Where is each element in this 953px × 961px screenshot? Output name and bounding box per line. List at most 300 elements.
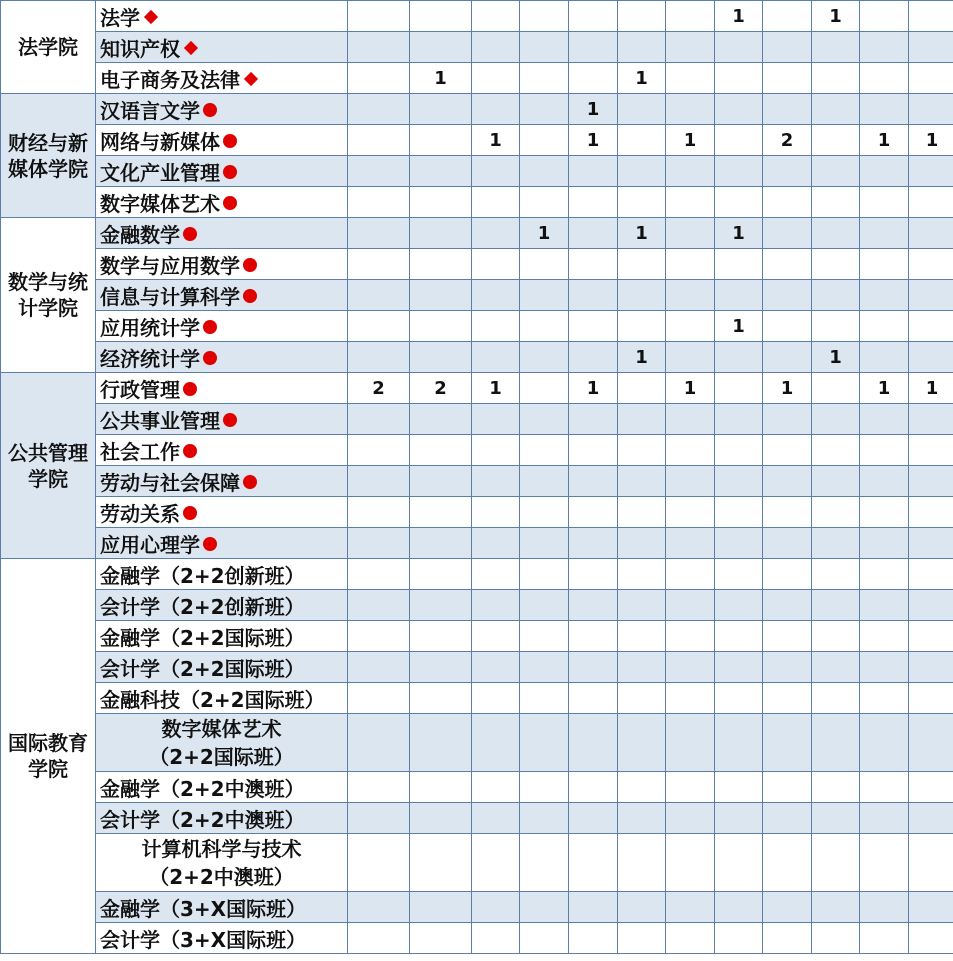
count-cell	[763, 528, 812, 559]
count-cell	[520, 404, 569, 435]
count-cell	[715, 683, 763, 714]
count-cell	[520, 621, 569, 652]
count-cell	[520, 435, 569, 466]
count-cell	[520, 32, 569, 63]
count-cell	[618, 803, 666, 834]
count-cell: 1	[909, 125, 953, 156]
count-cell	[410, 1, 472, 32]
count-cell	[520, 683, 569, 714]
count-cell	[715, 280, 763, 311]
red-dot-icon	[243, 289, 257, 303]
count-cell	[472, 342, 520, 373]
count-cell	[472, 187, 520, 218]
table-row	[1, 156, 953, 187]
table-row	[1, 497, 953, 528]
count-cell	[410, 714, 472, 772]
count-cell	[666, 683, 715, 714]
count-cell	[410, 559, 472, 590]
count-cell	[569, 32, 618, 63]
count-cell	[715, 404, 763, 435]
major-cell	[96, 772, 348, 803]
count-cell	[618, 32, 666, 63]
count-cell	[520, 63, 569, 94]
table-row	[1, 404, 953, 435]
count-cell	[618, 892, 666, 923]
count-cell	[348, 311, 410, 342]
count-cell	[715, 714, 763, 772]
count-cell	[569, 435, 618, 466]
count-cell	[410, 834, 472, 892]
college-name: 法学院	[1, 1, 96, 94]
major-cell	[96, 373, 348, 404]
table-row	[1, 311, 953, 342]
count-cell	[860, 311, 909, 342]
count-cell	[472, 435, 520, 466]
count-cell	[569, 404, 618, 435]
table-row	[1, 63, 953, 94]
count-cell: 1	[666, 125, 715, 156]
count-cell	[569, 528, 618, 559]
major-cell	[96, 435, 348, 466]
count-cell	[410, 125, 472, 156]
count-cell	[666, 187, 715, 218]
count-cell	[812, 772, 860, 803]
count-cell	[909, 892, 953, 923]
major-cell	[96, 621, 348, 652]
table-row	[1, 187, 953, 218]
count-cell	[763, 32, 812, 63]
count-cell	[909, 834, 953, 892]
count-cell	[763, 342, 812, 373]
count-cell	[348, 63, 410, 94]
count-cell	[348, 1, 410, 32]
major-cell	[96, 466, 348, 497]
count-cell	[812, 559, 860, 590]
count-cell	[410, 342, 472, 373]
major-cell	[96, 342, 348, 373]
major-label: 信息与计算科学	[100, 284, 240, 309]
count-cell	[812, 404, 860, 435]
count-cell	[909, 32, 953, 63]
count-cell	[410, 32, 472, 63]
count-cell	[410, 590, 472, 621]
major-label: 社会工作	[100, 439, 180, 464]
count-cell	[472, 559, 520, 590]
count-cell	[860, 528, 909, 559]
count-cell	[715, 466, 763, 497]
count-cell	[618, 590, 666, 621]
count-cell	[569, 342, 618, 373]
count-cell	[348, 892, 410, 923]
count-cell	[666, 404, 715, 435]
major-label: 应用统计学	[100, 315, 200, 340]
count-cell	[666, 923, 715, 954]
count-cell	[618, 714, 666, 772]
count-cell	[569, 187, 618, 218]
count-cell	[763, 834, 812, 892]
count-cell	[410, 280, 472, 311]
count-cell	[666, 466, 715, 497]
count-cell	[909, 714, 953, 772]
count-cell	[410, 466, 472, 497]
count-cell	[909, 249, 953, 280]
table-row	[1, 466, 953, 497]
count-cell	[569, 714, 618, 772]
count-cell	[763, 714, 812, 772]
major-cell	[96, 404, 348, 435]
count-cell	[666, 621, 715, 652]
count-cell	[618, 187, 666, 218]
count-cell	[666, 834, 715, 892]
count-cell	[348, 187, 410, 218]
count-cell	[618, 772, 666, 803]
count-cell	[569, 683, 618, 714]
count-cell: 1	[569, 94, 618, 125]
count-cell	[520, 714, 569, 772]
count-cell	[618, 466, 666, 497]
count-cell	[348, 218, 410, 249]
count-cell	[860, 590, 909, 621]
count-cell	[860, 714, 909, 772]
count-cell	[569, 652, 618, 683]
major-label: 公共事业管理	[100, 408, 220, 433]
major-label: 行政管理	[100, 377, 180, 402]
table-row	[1, 125, 953, 156]
major-cell	[96, 94, 348, 125]
count-cell	[520, 528, 569, 559]
count-cell	[410, 249, 472, 280]
count-cell	[520, 249, 569, 280]
count-cell	[618, 435, 666, 466]
count-cell	[860, 218, 909, 249]
count-cell	[860, 280, 909, 311]
table-row	[1, 32, 953, 63]
count-cell	[909, 342, 953, 373]
count-cell	[763, 249, 812, 280]
count-cell	[348, 652, 410, 683]
count-cell	[715, 652, 763, 683]
count-cell: 1	[618, 63, 666, 94]
major-cell	[96, 683, 348, 714]
count-cell	[472, 63, 520, 94]
count-cell	[569, 803, 618, 834]
count-cell	[909, 683, 953, 714]
count-cell	[472, 156, 520, 187]
count-cell	[520, 834, 569, 892]
count-cell	[812, 466, 860, 497]
count-cell	[715, 559, 763, 590]
count-cell	[618, 249, 666, 280]
count-cell	[763, 218, 812, 249]
count-cell	[410, 772, 472, 803]
count-cell	[909, 311, 953, 342]
count-cell	[715, 892, 763, 923]
count-cell: 1	[860, 125, 909, 156]
count-cell	[569, 63, 618, 94]
major-label: 金融学（2+2国际班）	[100, 625, 305, 650]
count-cell	[618, 1, 666, 32]
table-row	[1, 803, 953, 834]
count-cell	[618, 156, 666, 187]
count-cell	[410, 683, 472, 714]
count-cell	[715, 187, 763, 218]
count-cell: 1	[618, 218, 666, 249]
count-cell	[348, 249, 410, 280]
count-cell	[472, 280, 520, 311]
count-cell	[348, 404, 410, 435]
count-cell	[618, 280, 666, 311]
count-cell: 1	[763, 373, 812, 404]
major-label: 会计学（2+2中澳班）	[100, 807, 305, 832]
count-cell	[812, 187, 860, 218]
major-label: 金融学（2+2创新班）	[100, 563, 305, 588]
count-cell	[666, 156, 715, 187]
count-cell	[812, 923, 860, 954]
count-cell	[410, 94, 472, 125]
count-cell	[666, 714, 715, 772]
major-cell	[96, 559, 348, 590]
count-cell	[520, 156, 569, 187]
count-cell	[909, 803, 953, 834]
count-cell	[909, 621, 953, 652]
red-dot-icon	[203, 351, 217, 365]
count-cell	[472, 923, 520, 954]
count-cell	[472, 311, 520, 342]
college-name: 数学与统计学院	[1, 218, 96, 373]
count-cell	[410, 187, 472, 218]
count-cell	[666, 32, 715, 63]
count-cell	[472, 621, 520, 652]
table-row	[1, 559, 953, 590]
count-cell	[520, 652, 569, 683]
table-row	[1, 435, 953, 466]
count-cell	[763, 652, 812, 683]
count-cell	[520, 466, 569, 497]
count-cell	[763, 772, 812, 803]
count-cell	[472, 528, 520, 559]
count-cell	[569, 466, 618, 497]
count-cell	[666, 280, 715, 311]
count-cell	[472, 497, 520, 528]
count-cell	[348, 528, 410, 559]
count-cell	[812, 94, 860, 125]
count-cell	[472, 892, 520, 923]
count-cell	[348, 497, 410, 528]
count-cell	[569, 156, 618, 187]
major-cell	[96, 187, 348, 218]
red-dot-icon	[183, 444, 197, 458]
major-label: 汉语言文学	[100, 98, 200, 123]
major-cell	[96, 249, 348, 280]
red-dot-icon	[243, 475, 257, 489]
college-name: 国际教育学院	[1, 559, 96, 954]
count-cell	[410, 652, 472, 683]
major-cell	[96, 923, 348, 954]
count-cell	[715, 249, 763, 280]
count-cell	[763, 63, 812, 94]
count-cell: 1	[812, 342, 860, 373]
count-cell	[715, 435, 763, 466]
count-cell	[666, 311, 715, 342]
count-cell	[715, 590, 763, 621]
count-cell	[909, 923, 953, 954]
count-cell	[909, 559, 953, 590]
red-dot-icon	[183, 227, 197, 241]
table-row	[1, 280, 953, 311]
count-cell	[666, 435, 715, 466]
count-cell	[348, 125, 410, 156]
count-cell	[763, 497, 812, 528]
count-cell	[763, 280, 812, 311]
count-cell	[666, 342, 715, 373]
count-cell: 1	[569, 125, 618, 156]
count-cell	[860, 404, 909, 435]
major-label: 金融学（2+2中澳班）	[100, 776, 305, 801]
major-cell	[96, 1, 348, 32]
count-cell	[812, 652, 860, 683]
count-cell	[763, 683, 812, 714]
count-cell	[666, 94, 715, 125]
count-cell	[715, 803, 763, 834]
count-cell	[410, 156, 472, 187]
major-cell	[96, 156, 348, 187]
count-cell	[520, 311, 569, 342]
count-cell	[715, 772, 763, 803]
count-cell	[618, 834, 666, 892]
count-cell	[666, 218, 715, 249]
major-cell	[96, 834, 348, 892]
count-cell	[812, 497, 860, 528]
count-cell	[520, 187, 569, 218]
count-cell	[812, 683, 860, 714]
red-diamond-icon	[144, 10, 158, 24]
count-cell: 1	[618, 342, 666, 373]
major-label: 数字媒体艺术 （2+2国际班）	[149, 716, 294, 769]
count-cell	[715, 342, 763, 373]
major-label: 会计学（2+2国际班）	[100, 656, 305, 681]
count-cell	[860, 772, 909, 803]
count-cell	[860, 249, 909, 280]
count-cell	[348, 156, 410, 187]
count-cell	[715, 834, 763, 892]
count-cell	[348, 834, 410, 892]
count-cell	[763, 892, 812, 923]
major-cell	[96, 528, 348, 559]
count-cell	[618, 311, 666, 342]
count-cell	[715, 528, 763, 559]
count-cell	[812, 32, 860, 63]
count-cell	[618, 528, 666, 559]
count-cell	[812, 892, 860, 923]
count-cell	[348, 590, 410, 621]
count-cell	[520, 497, 569, 528]
count-cell	[860, 834, 909, 892]
count-cell	[520, 892, 569, 923]
table-row	[1, 834, 953, 892]
major-label: 知识产权	[100, 36, 180, 61]
count-cell: 1	[715, 218, 763, 249]
major-cell	[96, 803, 348, 834]
count-cell	[715, 94, 763, 125]
count-cell	[812, 590, 860, 621]
major-label: 会计学（2+2创新班）	[100, 594, 305, 619]
major-label: 网络与新媒体	[100, 129, 220, 154]
count-cell: 1	[715, 311, 763, 342]
count-cell	[860, 923, 909, 954]
count-cell	[860, 435, 909, 466]
count-cell	[812, 156, 860, 187]
table-row	[1, 923, 953, 954]
count-cell	[410, 803, 472, 834]
count-cell	[520, 590, 569, 621]
count-cell	[569, 1, 618, 32]
count-cell	[909, 187, 953, 218]
count-cell	[666, 63, 715, 94]
count-cell	[348, 714, 410, 772]
count-cell	[472, 94, 520, 125]
count-cell	[812, 373, 860, 404]
count-cell	[348, 923, 410, 954]
count-cell	[909, 404, 953, 435]
count-cell	[860, 187, 909, 218]
count-cell	[618, 94, 666, 125]
count-cell	[812, 249, 860, 280]
red-dot-icon	[203, 103, 217, 117]
count-cell	[860, 683, 909, 714]
count-cell	[410, 923, 472, 954]
count-cell	[348, 32, 410, 63]
red-diamond-icon	[184, 41, 198, 55]
table-row	[1, 342, 953, 373]
red-dot-icon	[203, 320, 217, 334]
college-name: 财经与新媒体学院	[1, 94, 96, 218]
major-label: 应用心理学	[100, 532, 200, 557]
count-cell	[909, 435, 953, 466]
count-cell	[909, 528, 953, 559]
count-cell	[348, 280, 410, 311]
major-label: 数学与应用数学	[100, 253, 240, 278]
red-diamond-icon	[244, 72, 258, 86]
count-cell: 1	[472, 373, 520, 404]
count-cell	[569, 249, 618, 280]
count-cell	[812, 280, 860, 311]
count-cell	[812, 803, 860, 834]
count-cell	[472, 1, 520, 32]
major-label: 劳动与社会保障	[100, 470, 240, 495]
count-cell: 2	[348, 373, 410, 404]
count-cell: 1	[410, 63, 472, 94]
count-cell	[812, 714, 860, 772]
count-cell	[715, 621, 763, 652]
count-cell	[763, 435, 812, 466]
count-cell	[348, 435, 410, 466]
count-cell	[860, 63, 909, 94]
count-cell	[909, 772, 953, 803]
count-cell	[715, 923, 763, 954]
count-cell	[472, 404, 520, 435]
count-cell	[472, 714, 520, 772]
count-cell	[715, 125, 763, 156]
count-cell	[860, 497, 909, 528]
count-cell	[763, 156, 812, 187]
count-cell	[860, 621, 909, 652]
red-dot-icon	[223, 413, 237, 427]
count-cell	[569, 590, 618, 621]
count-cell	[410, 218, 472, 249]
count-cell	[715, 63, 763, 94]
count-cell	[520, 772, 569, 803]
table-row	[1, 94, 953, 125]
